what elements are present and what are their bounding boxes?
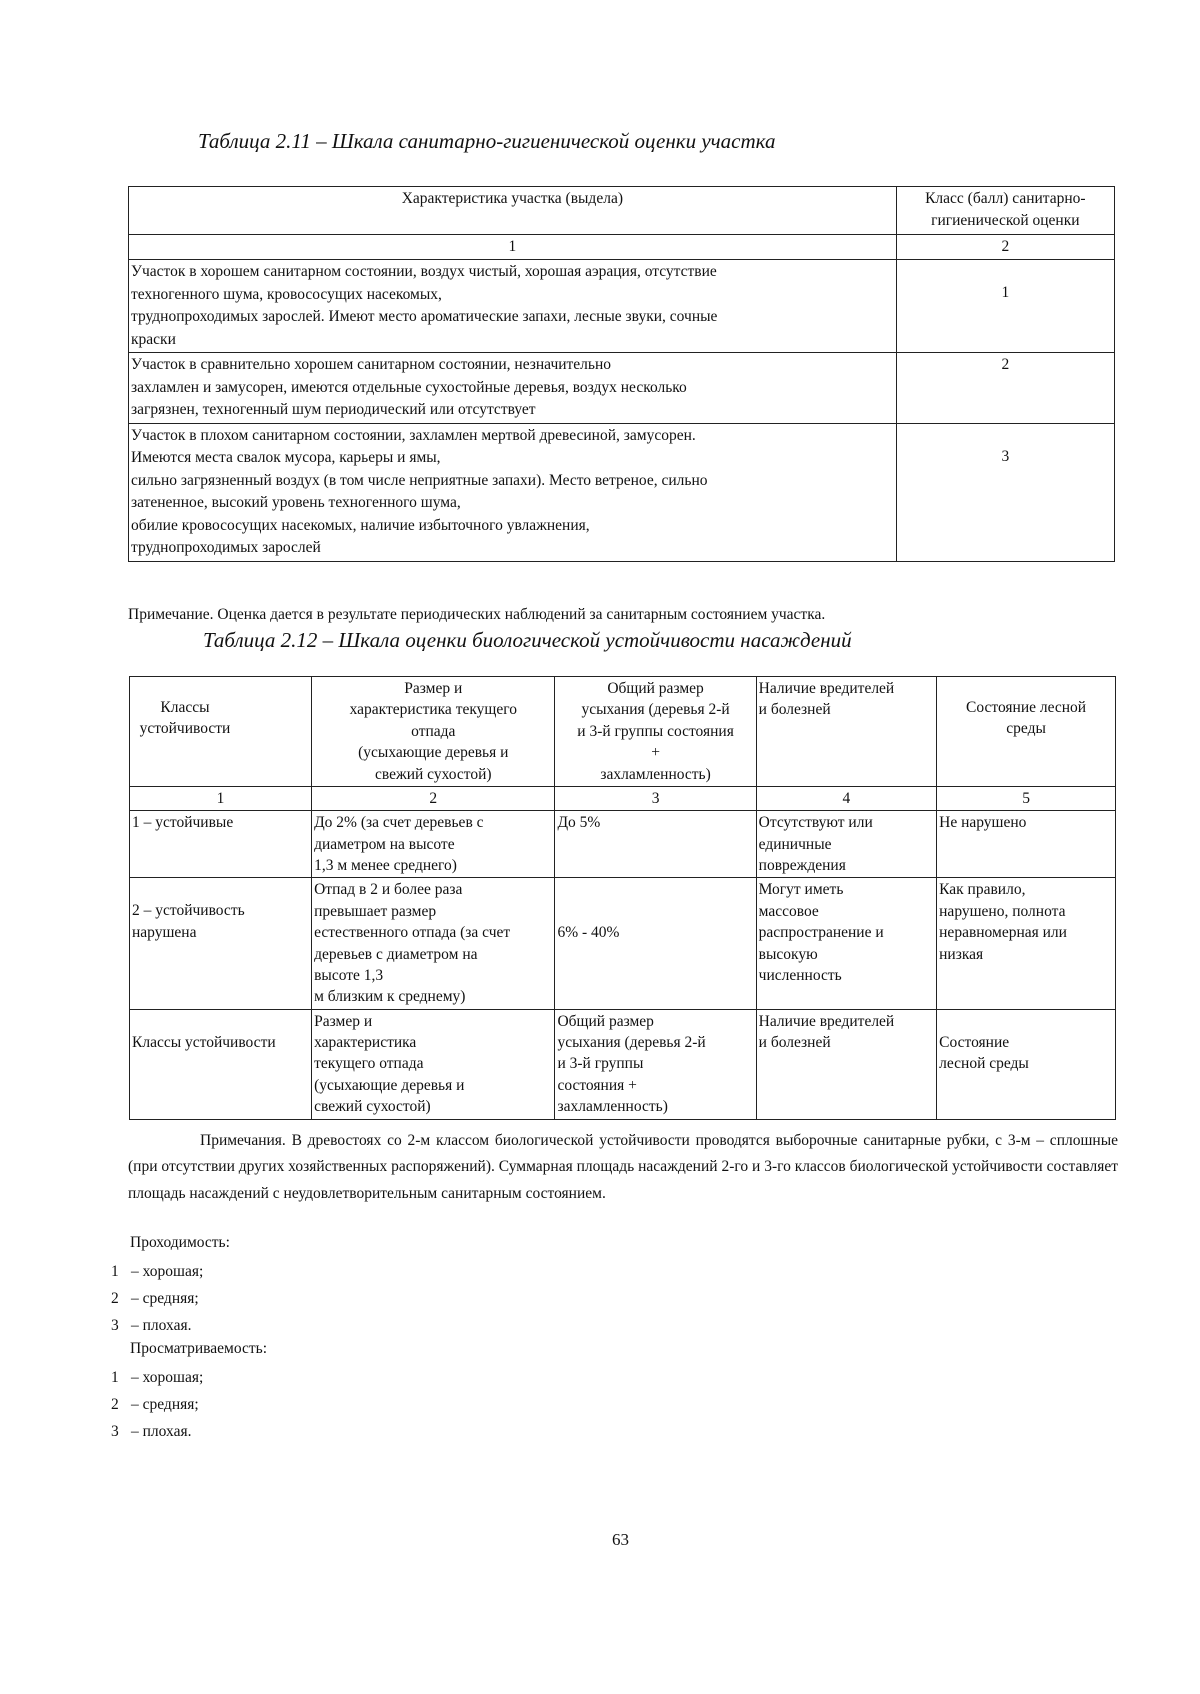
index-cell: 2 (312, 786, 555, 810)
table-cell: Размер и характеристика текущего отпада (усыхающие деревья и свежий сухостой) (312, 1009, 555, 1119)
header-cell-current-deadfall: Размер и характеристика текущего отпада (усыхающие деревья и свежий сухостой) (312, 677, 555, 787)
list-item-text: – плохая. (131, 1317, 192, 1334)
list-item-text: – хорошая; (131, 1263, 204, 1280)
index-cell: 1 (129, 234, 897, 259)
table-row (130, 1009, 1116, 1119)
table-cell: Классы устойчивости (130, 1009, 312, 1119)
page-number: 63 (612, 1530, 629, 1549)
list-item-number: 2 (111, 1396, 119, 1413)
list-item (111, 1364, 203, 1391)
table-cell: До 2% (за счет деревьев с диаметром на высоте 1,3 м менее среднего) (312, 811, 555, 878)
list-item (111, 1258, 203, 1285)
table-row (129, 353, 1115, 423)
header-cell-forest-state (937, 677, 1116, 787)
table-header-row (129, 187, 1115, 235)
table-2-12-caption: Таблица 2.12 – Шкала оценки биологической устойчивости насаждений (203, 628, 852, 652)
list-item-number: 3 (111, 1423, 119, 1440)
header-cell-characteristic: Характеристика участка (выдела) (129, 187, 897, 235)
row-characteristic: Участок в сравнительно хорошем санитарном состоянии, незначительно захламлен и замусорен, имеются отдельные сухостойные деревья, воздух несколько загрязнен, техногенный шум периодический или отсутствует (129, 353, 897, 423)
table-row (129, 260, 1115, 353)
header-text: Состояние лесной среды (966, 699, 1087, 738)
index-cell: 5 (937, 786, 1116, 810)
list-item-text: – средняя; (131, 1396, 199, 1413)
table-index-row (130, 786, 1116, 810)
list-item (111, 1391, 203, 1418)
table-cell: Наличие вредителей и болезней (756, 1009, 936, 1119)
passability-title: Проходимость: (130, 1234, 230, 1251)
table-cell: 6% - 40% (555, 878, 756, 1009)
table-cell: Отпад в 2 и более раза превышает размер естественного отпада (за счет деревьев с диаметром на высоте 1,3 м близким к среднему) (312, 878, 555, 1009)
table-2-11-caption: Таблица 2.11 – Шкала санитарно-гигиенической оценки участка (198, 129, 776, 153)
table-cell: Могут иметь массовое распространение и высокую численность (756, 878, 936, 1009)
visibility-list (111, 1364, 203, 1445)
visibility-title: Просматриваемость: (130, 1340, 267, 1357)
list-item-text: – хорошая; (131, 1369, 204, 1386)
table-2-12 (129, 676, 1116, 1120)
table-cell: Состояние лесной среды (937, 1009, 1116, 1119)
list-item-number: 1 (111, 1369, 119, 1386)
table-row (130, 811, 1116, 878)
passability-list (111, 1258, 203, 1339)
row-score: 2 (896, 353, 1114, 423)
table-index-row (129, 234, 1115, 259)
table-row (130, 878, 1116, 1009)
table-2-11-note: Примечание. Оценка дается в результате периодических наблюдений за санитарным состоянием участка. (128, 606, 826, 623)
list-item-number: 3 (111, 1317, 119, 1334)
table-2-12-notes (128, 1128, 1118, 1207)
row-score: 1 (896, 260, 1114, 353)
header-text: Классы устойчивости (139, 699, 231, 738)
table-2-11 (128, 186, 1115, 562)
header-cell-stability-class (130, 677, 312, 787)
index-cell: 1 (130, 786, 312, 810)
table-cell: Отсутствуют или единичные повреждения (756, 811, 936, 878)
list-item-text: – средняя; (131, 1290, 199, 1307)
list-item (111, 1285, 203, 1312)
table-header-row (130, 677, 1116, 787)
row-characteristic: Участок в хорошем санитарном состоянии, воздух чистый, хорошая аэрация, отсутствие техногенного шума, кровососущих насекомых, труднопроходимых зарослей. Имеют место ароматические запахи, лесные звуки, сочные краски (129, 260, 897, 353)
table-cell: Общий размер усыхания (деревья 2-й и 3-й группы состояния + захламленность) (555, 1009, 756, 1119)
row-characteristic: Участок в плохом санитарном состоянии, захламлен мертвой древесиной, замусорен. Имеются места свалок мусора, карьеры и ямы, сильно загрязненный воздух (в том числе неприятные запахи). Место ветреное, сильно затененное, высокий уровень техногенного шума, обилие кровососущих насекомых, наличие избыточного увлажнения, труднопроходимых зарослей (129, 423, 897, 561)
table-cell: До 5% (555, 811, 756, 878)
list-item (111, 1312, 203, 1339)
list-item-number: 1 (111, 1263, 119, 1280)
header-cell-total-dieback: Общий размер усыхания (деревья 2-й и 3-й группы состояния + захламленность) (555, 677, 756, 787)
table-row (129, 423, 1115, 561)
table-cell: 2 – устойчивость нарушена (130, 878, 312, 1009)
list-item-number: 2 (111, 1290, 119, 1307)
index-cell: 3 (555, 786, 756, 810)
index-cell: 4 (756, 786, 936, 810)
table-cell: 1 – устойчивые (130, 811, 312, 878)
header-cell-pests: Наличие вредителей и болезней (756, 677, 936, 787)
notes-paragraph: Примечания. В древостоях со 2-м классом биологической устойчивости проводятся выборочные санитарные рубки, с 3-м – сплошные (при отсутствии других хозяйственных распоряжений). Суммарная площадь насаждений 2-го и 3-го классов биологической устойчивости составляет площадь насаждений с неудовлетворительным санитарным состоянием. (128, 1132, 1118, 1202)
row-score: 3 (896, 423, 1114, 561)
list-item-text: – плохая. (131, 1423, 192, 1440)
table-cell: Не нарушено (937, 811, 1116, 878)
list-item (111, 1418, 203, 1445)
index-cell: 2 (896, 234, 1114, 259)
header-cell-class: Класс (балл) санитарно- гигиенической оценки (896, 187, 1114, 235)
table-cell: Как правило, нарушено, полнота неравномерная или низкая (937, 878, 1116, 1009)
